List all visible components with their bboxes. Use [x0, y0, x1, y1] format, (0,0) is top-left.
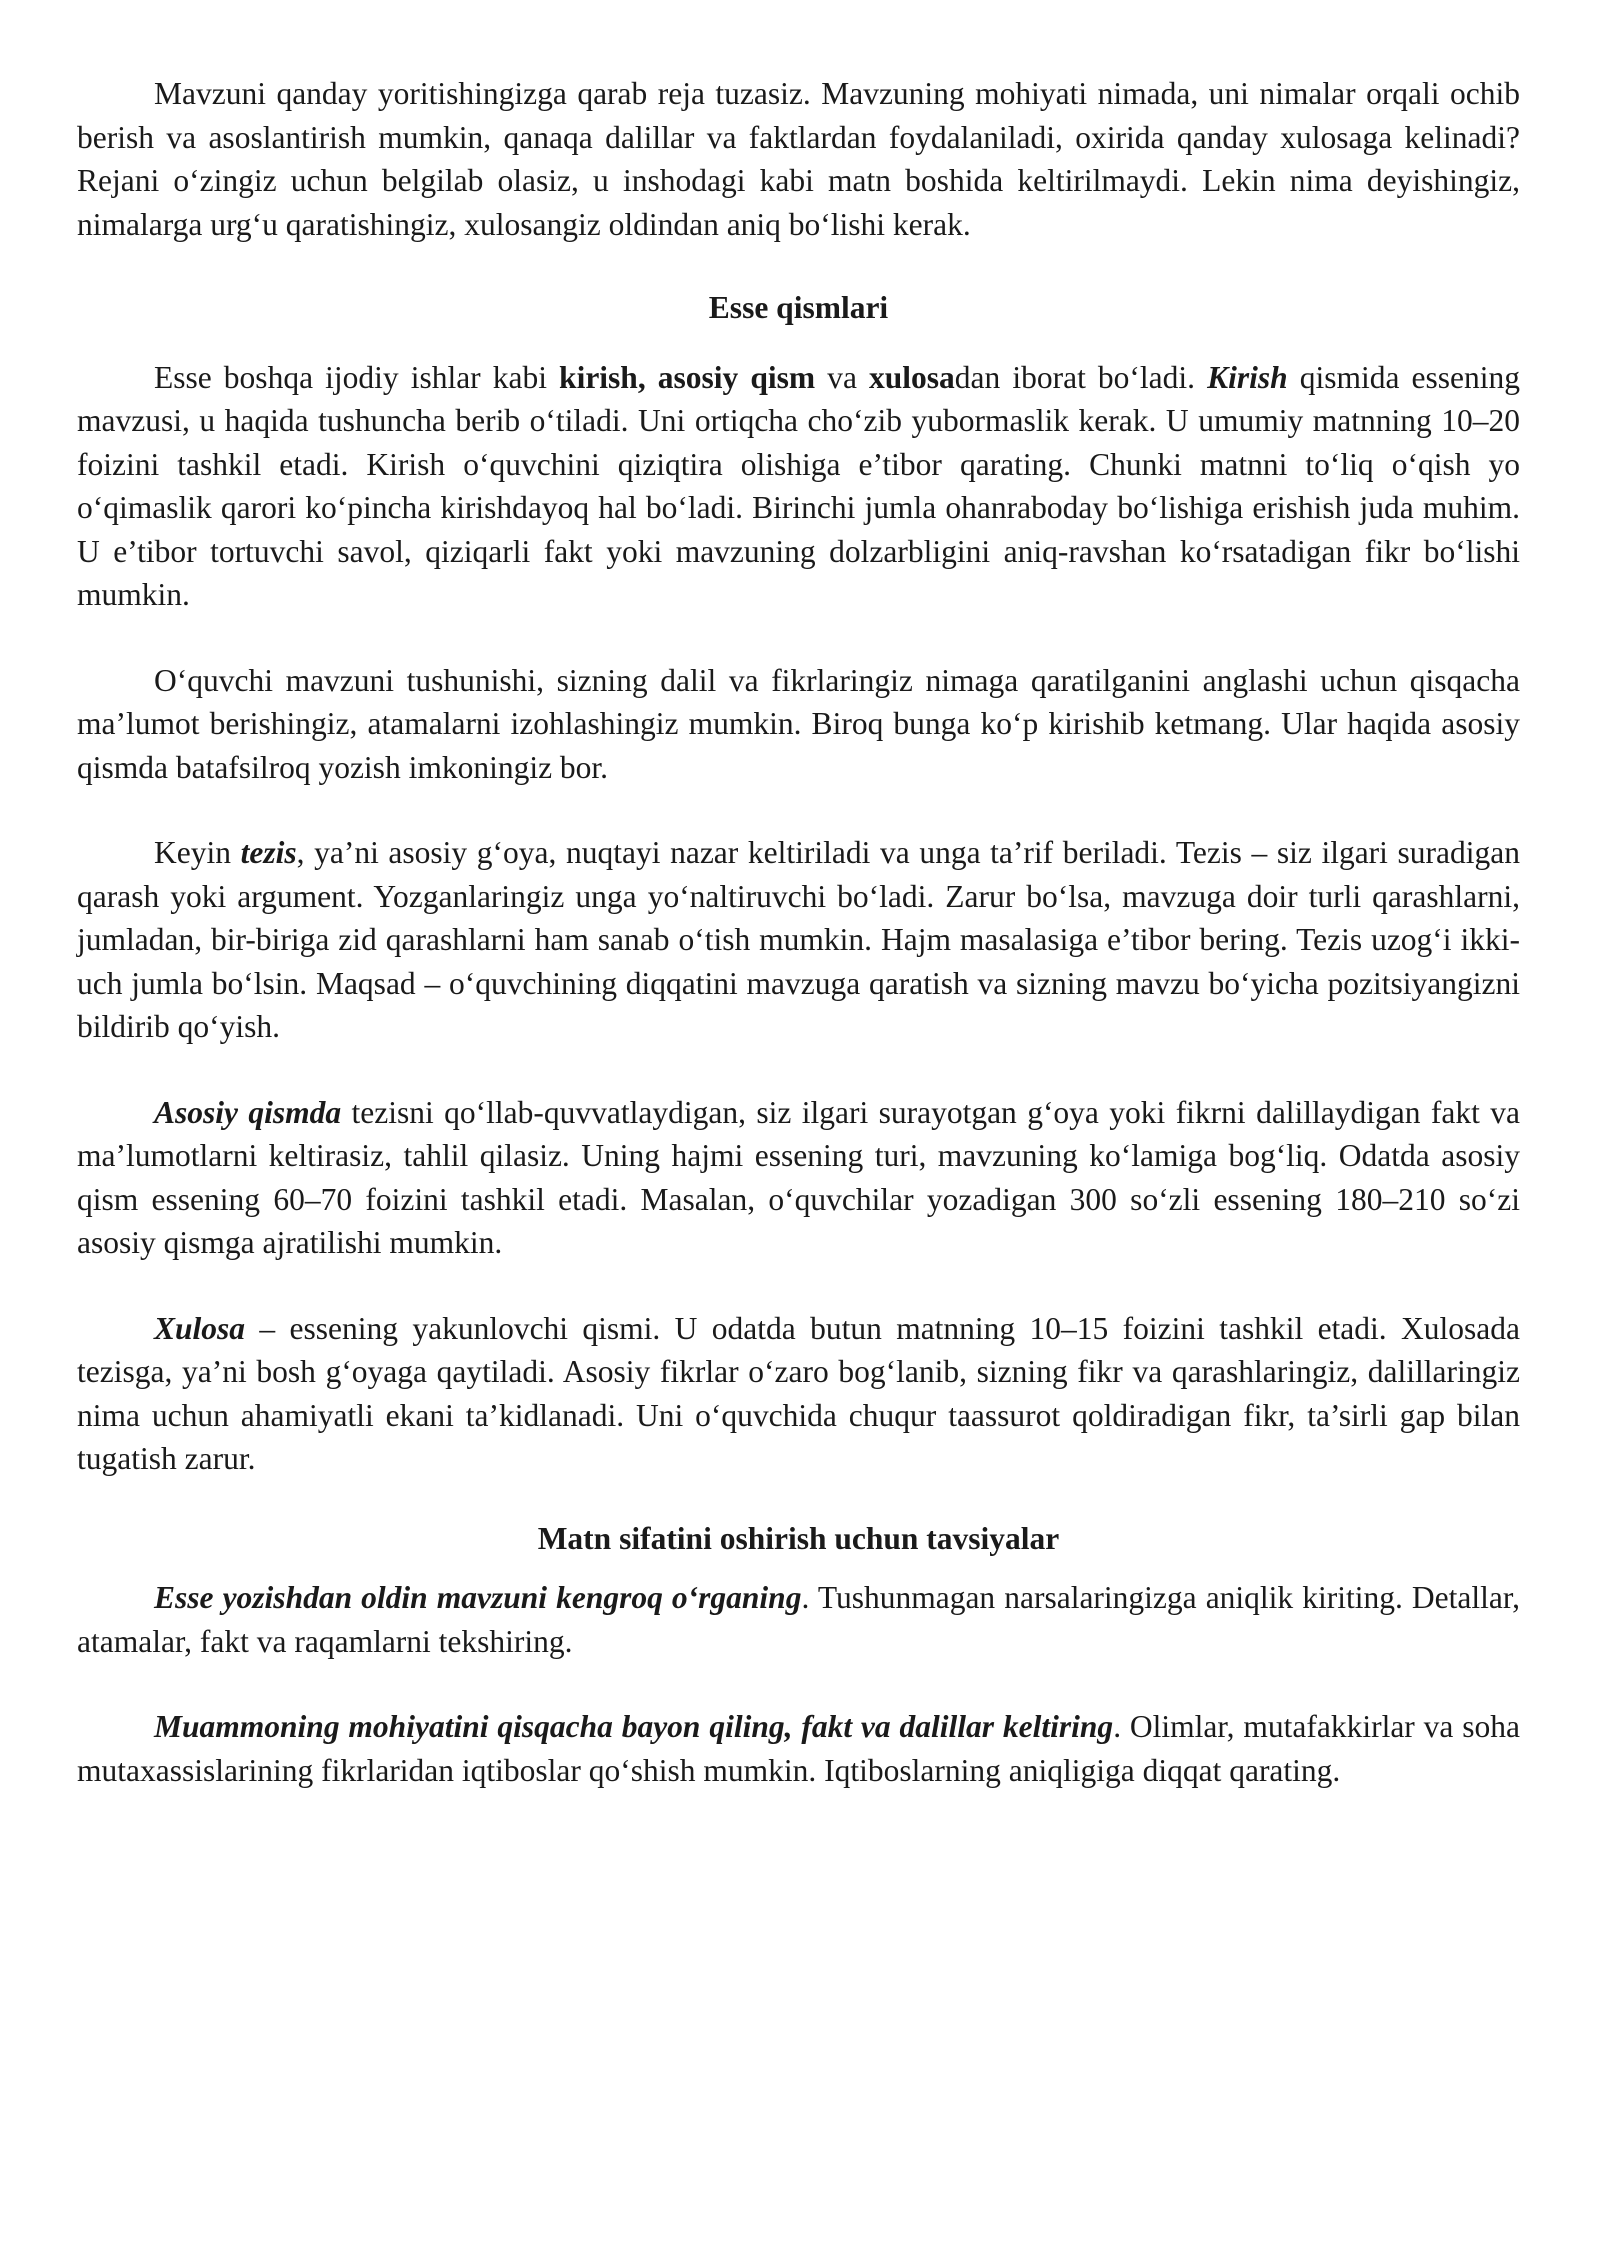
paragraph-xulosa: [77, 1307, 1520, 1481]
paragraph-recommendation-2: [77, 1705, 1520, 1792]
term-tezis: tezis: [240, 835, 297, 870]
text-run: tezisni qo‘llab-quvvatlaydigan, siz ilgari surayotgan g‘oya yoki fikrni dalillaydigan fakt va ma’lumotlarni keltirasiz, tahlil qilasiz. Uning hajmi essening turi, mavzuning ko‘lamiga bog‘liq. Odatda asosiy qism essening 60–70 foizini tashkil etadi. Masalan, o‘quvchilar yozadigan 300 so‘zli essening 180–210 so‘zi asosiy qismga ajratilishi mumkin.: [77, 1094, 1520, 1260]
paragraph-asosiy-qism: [77, 1091, 1520, 1265]
section-heading-tavsiyalar: Matn sifatini oshirish uchun tavsiyalar: [537, 1520, 1060, 1556]
text-run: – essening yakunlovchi qismi. U odatda butun matnning 10–15 foizini tashkil etadi. Xulosada tezisga, ya’ni bosh g‘oyaga qaytiladi. Asosiy fikrlar o‘zaro bog‘lanib, sizning fikr va qarashlaringiz, dalillaringiz nima uchun ahamiyatli ekani ta’kidlanadi. Uni o‘quvchida chuqur taassurot qoldiradigan fikr, ta’sirli gap bilan tugatish zarur.: [77, 1310, 1520, 1476]
bold-term-xulosa: xulosa: [869, 359, 955, 395]
term-recommendation-2: Muammoning mohiyatini qisqacha bayon qiling, fakt va dalillar keltiring: [154, 1709, 1114, 1744]
paragraph-parts-overview: [77, 356, 1520, 617]
text-run: qismida essening mavzusi, u haqida tushuncha berib o‘tiladi. Uni ortiqcha cho‘zib yubormaslik kerak. U umumiy matnning 10–20 foizini tashkil etadi. Kirish o‘quvchini qiziqtira olishiga e’tibor qarating. Chunki matnni to‘liq o‘qish yo o‘qimaslik qarori ko‘pincha kirishdayoq hal bo‘ladi. Birinchi jumla ohanraboday bo‘lishiga erishish juda muhim. U e’tibor tortuvchi savol, qiziqarli fakt yoki mavzuning dolzarbligini aniq-ravshan ko‘rsatadigan fikr bo‘lishi mumkin.: [77, 359, 1520, 612]
text-run: va: [815, 359, 870, 395]
text-run: . Olimlar, mutafakkirlar va soha mutaxassislarining fikrlaridan iqtiboslar qo‘shish mumkin. Iqtiboslarning aniqligiga diqqat qarating.: [77, 1709, 1521, 1788]
section-heading-esse-qismlari: Esse qismlari: [708, 290, 889, 325]
term-xulosa: Xulosa: [154, 1310, 246, 1346]
text-run: . Tushunmagan narsalaringizga aniqlik kiriting. Detallar, atamalar, fakt va raqamlarni tekshiring.: [77, 1580, 1520, 1659]
paragraph-recommendation-1: [77, 1576, 1520, 1663]
text-run: Keyin: [154, 835, 241, 870]
term-recommendation-1: Esse yozishdan oldin mavzuni kengroq o‘rganing: [154, 1580, 802, 1615]
document-page: [77, 72, 1520, 1792]
paragraph-tezis: [77, 831, 1520, 1049]
term-asosiy-qismda: Asosiy qismda: [154, 1094, 342, 1130]
bold-term-kirish-asosiy-qism: kirish, asosiy qism: [559, 359, 816, 395]
text-run: Esse boshqa ijodiy ishlar kabi: [154, 359, 560, 395]
term-kirish: Kirish: [1207, 359, 1288, 395]
paragraph-reader-context: O‘quvchi mavzuni tushunishi, sizning dalil va fikrlaringiz nimaga qaratilganini anglashi uchun qisqacha ma’lumot berishingiz, atamalarni izohlashingiz mumkin. Biroq bunga ko‘p kirishib ketmang. Ular haqida asosiy qismda batafsilroq yozish imkoningiz bor.: [77, 662, 1520, 785]
intro-paragraph: Mavzuni qanday yoritishingizga qarab reja tuzasiz. Mavzuning mohiyati nimada, uni nimalar orqali ochib berish va asoslantirish mumkin, qanaqa dalillar va faktlardan foydalaniladi, oxirida qanday xulosaga kelinadi? Rejani o‘zingiz uchun belgilab olasiz, u inshodagi kabi matn boshida keltirilmaydi. Lekin nima deyishingiz, nimalarga urg‘u qaratishingiz, xulosangiz oldindan aniq bo‘lishi kerak.: [77, 76, 1520, 242]
text-run: , ya’ni asosiy g‘oya, nuqtayi nazar keltiriladi va unga ta’rif beriladi. Tezis – siz ilgari suradigan qarash yoki argument. Yozganlaringiz unga yo‘naltiruvchi bo‘ladi. Zarur bo‘lsa, mavzuga doir turli qarashlarni, jumladan, bir-biriga zid qarashlarni ham sanab o‘tish mumkin. Hajm masalasiga e’tibor bering. Tezis uzog‘i ikki-uch jumla bo‘lsin. Maqsad – o‘quvchining diqqatini mavzuga qaratish va sizning mavzu bo‘yicha pozitsiyangizni bildirib qo‘yish.: [77, 835, 1520, 1044]
text-run: dan iborat bo‘ladi.: [954, 359, 1208, 395]
